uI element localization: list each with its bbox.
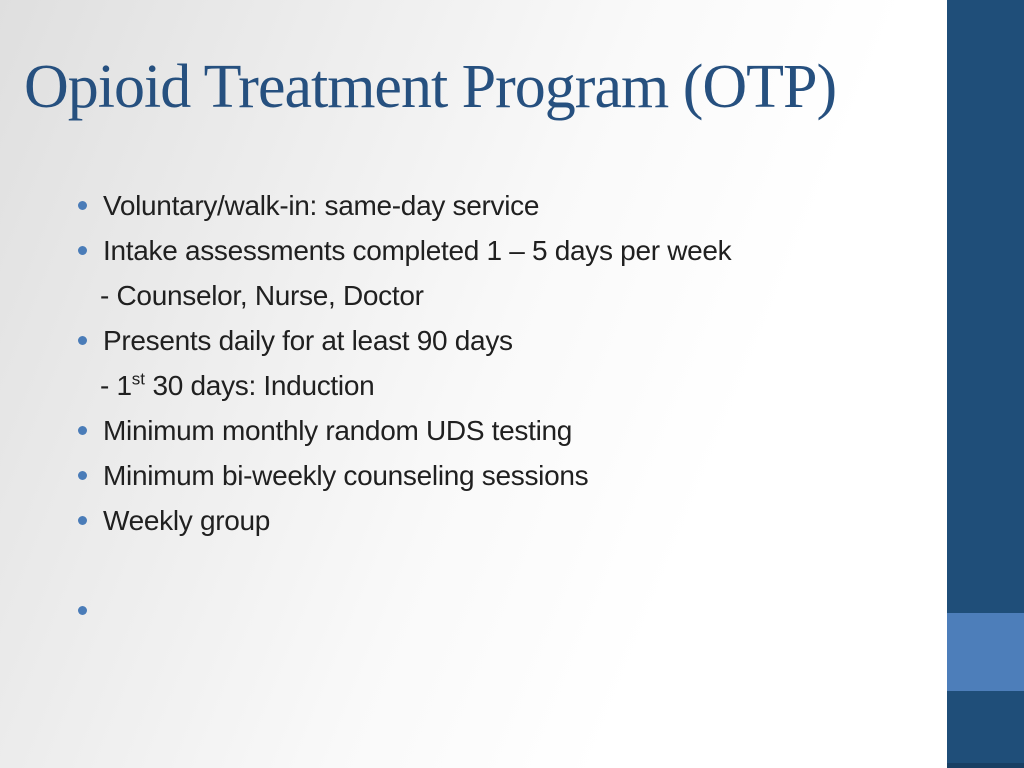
bullet-dot-icon bbox=[78, 336, 87, 345]
bullet-item bbox=[78, 318, 883, 363]
sub-item-text: - Counselor, Nurse, Doctor bbox=[100, 280, 424, 311]
bullet-dot-icon bbox=[78, 246, 87, 255]
bullet-dot-icon bbox=[78, 516, 87, 525]
bullet-text: Weekly group bbox=[103, 505, 271, 536]
accent-square bbox=[947, 613, 1024, 691]
bullet-text: Intake assessments completed 1 – 5 days per week bbox=[103, 235, 732, 266]
bullet-text: Voluntary/walk-in: same-day service bbox=[103, 190, 540, 221]
bullet-dot-icon bbox=[78, 426, 87, 435]
sub-item bbox=[78, 273, 883, 318]
ordinal-suffix: st bbox=[131, 369, 146, 389]
slide-title: Opioid Treatment Program (OTP) bbox=[24, 53, 837, 121]
bullet-item bbox=[78, 588, 883, 633]
bullet-item bbox=[78, 408, 883, 453]
bar-bottom-shadow bbox=[947, 763, 1024, 768]
bullet-item bbox=[78, 228, 883, 273]
bullet-text: Presents daily for at least 90 days bbox=[103, 325, 513, 356]
slide-body bbox=[78, 183, 883, 633]
sub-item-text-post: 30 days: Induction bbox=[145, 370, 375, 401]
bullet-dot-icon bbox=[78, 606, 87, 615]
sub-item-text-pre: - 1 bbox=[100, 370, 132, 401]
sub-item bbox=[78, 363, 883, 408]
bullet-text: Minimum bi-weekly counseling sessions bbox=[103, 460, 589, 491]
bullet-item bbox=[78, 453, 883, 498]
sub-item-text bbox=[100, 363, 883, 408]
bullet-text: Minimum monthly random UDS testing bbox=[103, 415, 573, 446]
bullet-item bbox=[78, 498, 883, 543]
bullet-text bbox=[103, 588, 883, 633]
right-accent-bar bbox=[947, 0, 1024, 768]
bullet-dot-icon bbox=[78, 201, 87, 210]
bullet-dot-icon bbox=[78, 471, 87, 480]
bullet-item bbox=[78, 183, 883, 228]
blank-line bbox=[78, 543, 883, 588]
